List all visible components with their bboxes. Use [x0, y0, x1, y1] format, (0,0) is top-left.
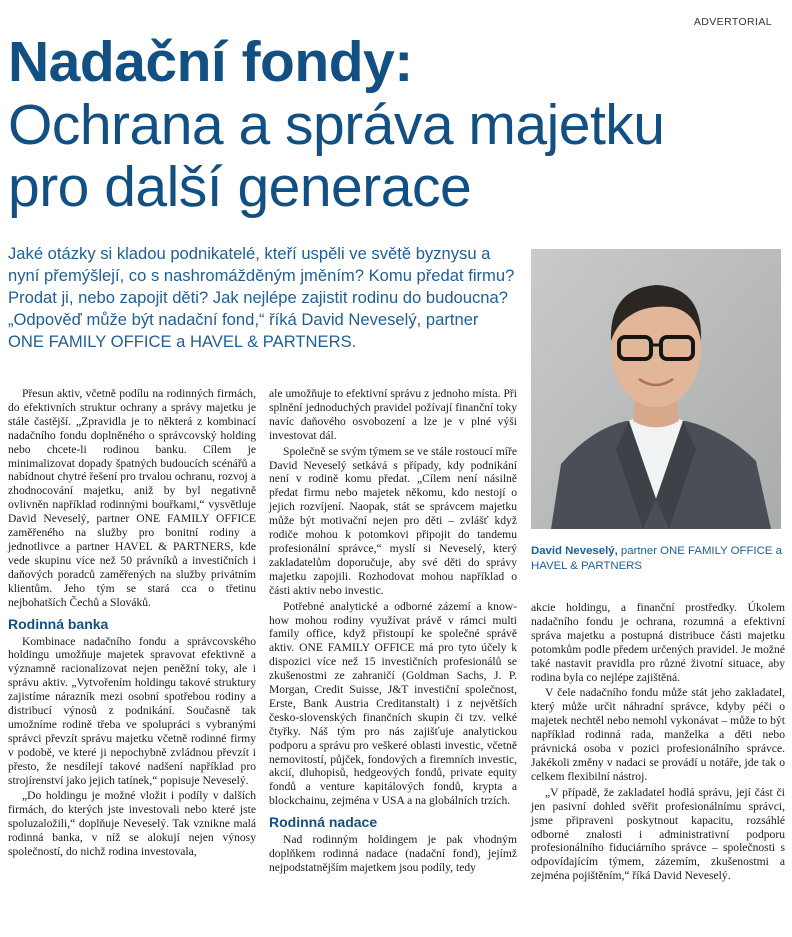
subheading-rodinna-banka: Rodinná banka: [8, 615, 109, 632]
paragraph: „Do holdingu je možné vložit i podíly v dalších firmách, do kterých jste investovali nebo které jste spoluzaložili,“ doplňuje Neveselý. Tak vznikne malá rodinná banka, v níž se alokují nejen výnosy společností, do nichž rodina investovala,: [8, 789, 256, 859]
article-column-1: [8, 387, 256, 861]
paragraph: Přesun aktiv, včetně podílu na rodinných firmách, do efektivních struktur ochrany a správy majetku je stále častější. „Zpravidla je to některá z kombinací nadačního fondu doplněného o správcovský holding nebo chcete-li rodinou banku. Cílem je minimalizovat dopady špatných budoucích scénářů a nabídnout chytré řešení pro trvalou ochranu, rozvoj a zhodnocování majetku, aniž by byl negativně ovlivněn například rodinnými bouřkami,“ vysvětluje David Neveselý, partner ONE FAMILY OFFICE zaměřeného na služby pro bonitní rodiny a jednotlivce a partner HAVEL & PARTNERS, kde vede skupinu více než 50 právníků a investičních i daňových poradců zaměřených na služby privátním klientům. Jeho tým se stará cca o třetinu nejbohatších Čechů a Slováků.: [8, 387, 256, 609]
headline: [8, 30, 788, 218]
paragraph: akcie holdingu, a finanční prostředky. Úkolem nadačního fondu je ochrana, rozumná a efektivní správa majetku a postupná distribuce části majetku potomkům podle předem určených pravidel. Je možné také nastavit pravidla pro různé životní situace, aby rodina byla co nejlépe zajištěná.: [531, 601, 785, 684]
paragraph: Kombinace nadačního fondu a správcovského holdingu umožňuje majetek spravovat efektivně a významně racionalizovat nejen peněžní toky, ale i správu aktiv. „Vytvořením holdingu takové struktury zajistíme nárazník mezi osobní spotřebou rodiny a distribucí výnosů z podnikání. Současně tak umožníme rodině třeba ve spolupráci s vybranými správci převzít správu majetku včetně rodinné firmy v podobě, ve které ji nepochybně zvládnou převzít i přesto, že nesdílejí takové nadšení například pro strojírenství jako jejich tatínek,“ popisuje Neveselý.: [8, 634, 256, 787]
paragraph: ale umožňuje to efektivní správu z jednoho místa. Při splnění jednoduchých pravidel požívají finanční toky navíc daňového osvobození a lze je v plné výši investovat dál.: [269, 387, 517, 442]
paragraph: „V případě, že zakladatel hodlá správu, její část či jen pasivní dohled svěřit profesionálnímu správci, jsme připraveni poskytnout kapacitu, rozsáhlé odborné znalosti i administrativní podporu profesionálního fiduciárního správce – společnosti s odpovídajícím týmem, zázemím, zkušenostmi a zejména pojištěním,“ říká David Neveselý.: [531, 785, 785, 883]
advertorial-tag: ADVERTORIAL: [693, 16, 772, 28]
subheading-rodinna-nadace: Rodinná nadace: [269, 814, 378, 831]
paragraph: Společně se svým týmem se ve stále rostoucí míře David Neveselý setkává s případy, kdy podnikání není v rodině komu předat. „Cílem není násilně předat firmu nebo majetek někomu, kdo nestojí o jejich rozvíjení. Naopak, stát se správcem majetku může být motivační nejen pro děti – zvlášť když rodiče mohou k potomkovi připojit do tandemu profesionální správce,“ myslí si Neveselý, který zakladatelům doporučuje, aby své děti do správy majetku zapojili. Rozhodovat mohou například o části aktiv nebo investic.: [269, 444, 517, 597]
caption-name: David Neveselý,: [531, 545, 618, 557]
portrait-illustration: [531, 249, 781, 529]
headline-line-3: pro další generace: [8, 155, 472, 219]
paragraph: Nad rodinným holdingem je pak vhodným doplňkem rodinná nadace (nadační fond), jejímž nejpodstatnějším majetkem jsou podíly, tedy: [269, 833, 517, 874]
paragraph: Potřebné analytické a odborné zázemí a know-how mohou rodiny využívat právě v rámci multi family office, když přistoupí ke společné správě aktiv. ONE FAMILY OFFICE má pro tyto účely k dispozici více než 15 investičních profesionálů se zkušenostmi ze zahraničí (Goldman Sachs, J. P. Morgan, Credit Suisse, J&T investiční společnost, Erste, Bank Austria Creditanstalt) i z největších česko-slovenských finančních skupin či tzv. velké čtyřky. Náš tým pro nás zajišťuje analytickou podporu a správu pro veškeré oblasti investic, včetně nemovitostí, půjček, fondových a firemních investic, akcií, dluhopisů, hedgeových fondů, private equity fondů a venture kapitálových fondů, krypta a blockchainu, zejména v USA a na globálních trzích.: [269, 599, 517, 808]
headline-line-2: Ochrana a správa majetku: [8, 93, 665, 157]
paragraph: V čele nadačního fondu může stát jeho zakladatel, který může určit náhradní správce, kdyby péči o majetek nechtěl nebo nemohl vykonávat – může to být například rodinná rada, manželka a děti nebo právnická osoba v pozici profesionálního správce. Jakékoli změny v nadaci se provádí u notáře, jde tak o celkem flexibilní nástroj.: [531, 686, 785, 783]
headline-line-1: Nadační fondy:: [8, 30, 413, 94]
caption-role: partner ONE FAMILY OFFICE a HAVEL & PARTNERS: [531, 545, 782, 572]
lead-paragraph: Jaké otázky si kladou podnikatelé, kteří uspěli ve světě byznysu a nyní přemýšlejí, co s nashromážděným jměním? Komu předat firmu? Prodat ji, nebo zapojit děti? Jak nejlépe zajistit rodinu do budoucna? „Odpověď může být nadační fond,“ říká David Neveselý, partner ONE FAMILY OFFICE a HAVEL & PARTNERS.: [8, 244, 515, 351]
article-column-3: [531, 601, 785, 885]
portrait-photo: [531, 249, 781, 529]
photo-caption: [531, 544, 786, 573]
article-column-2: [269, 387, 517, 877]
